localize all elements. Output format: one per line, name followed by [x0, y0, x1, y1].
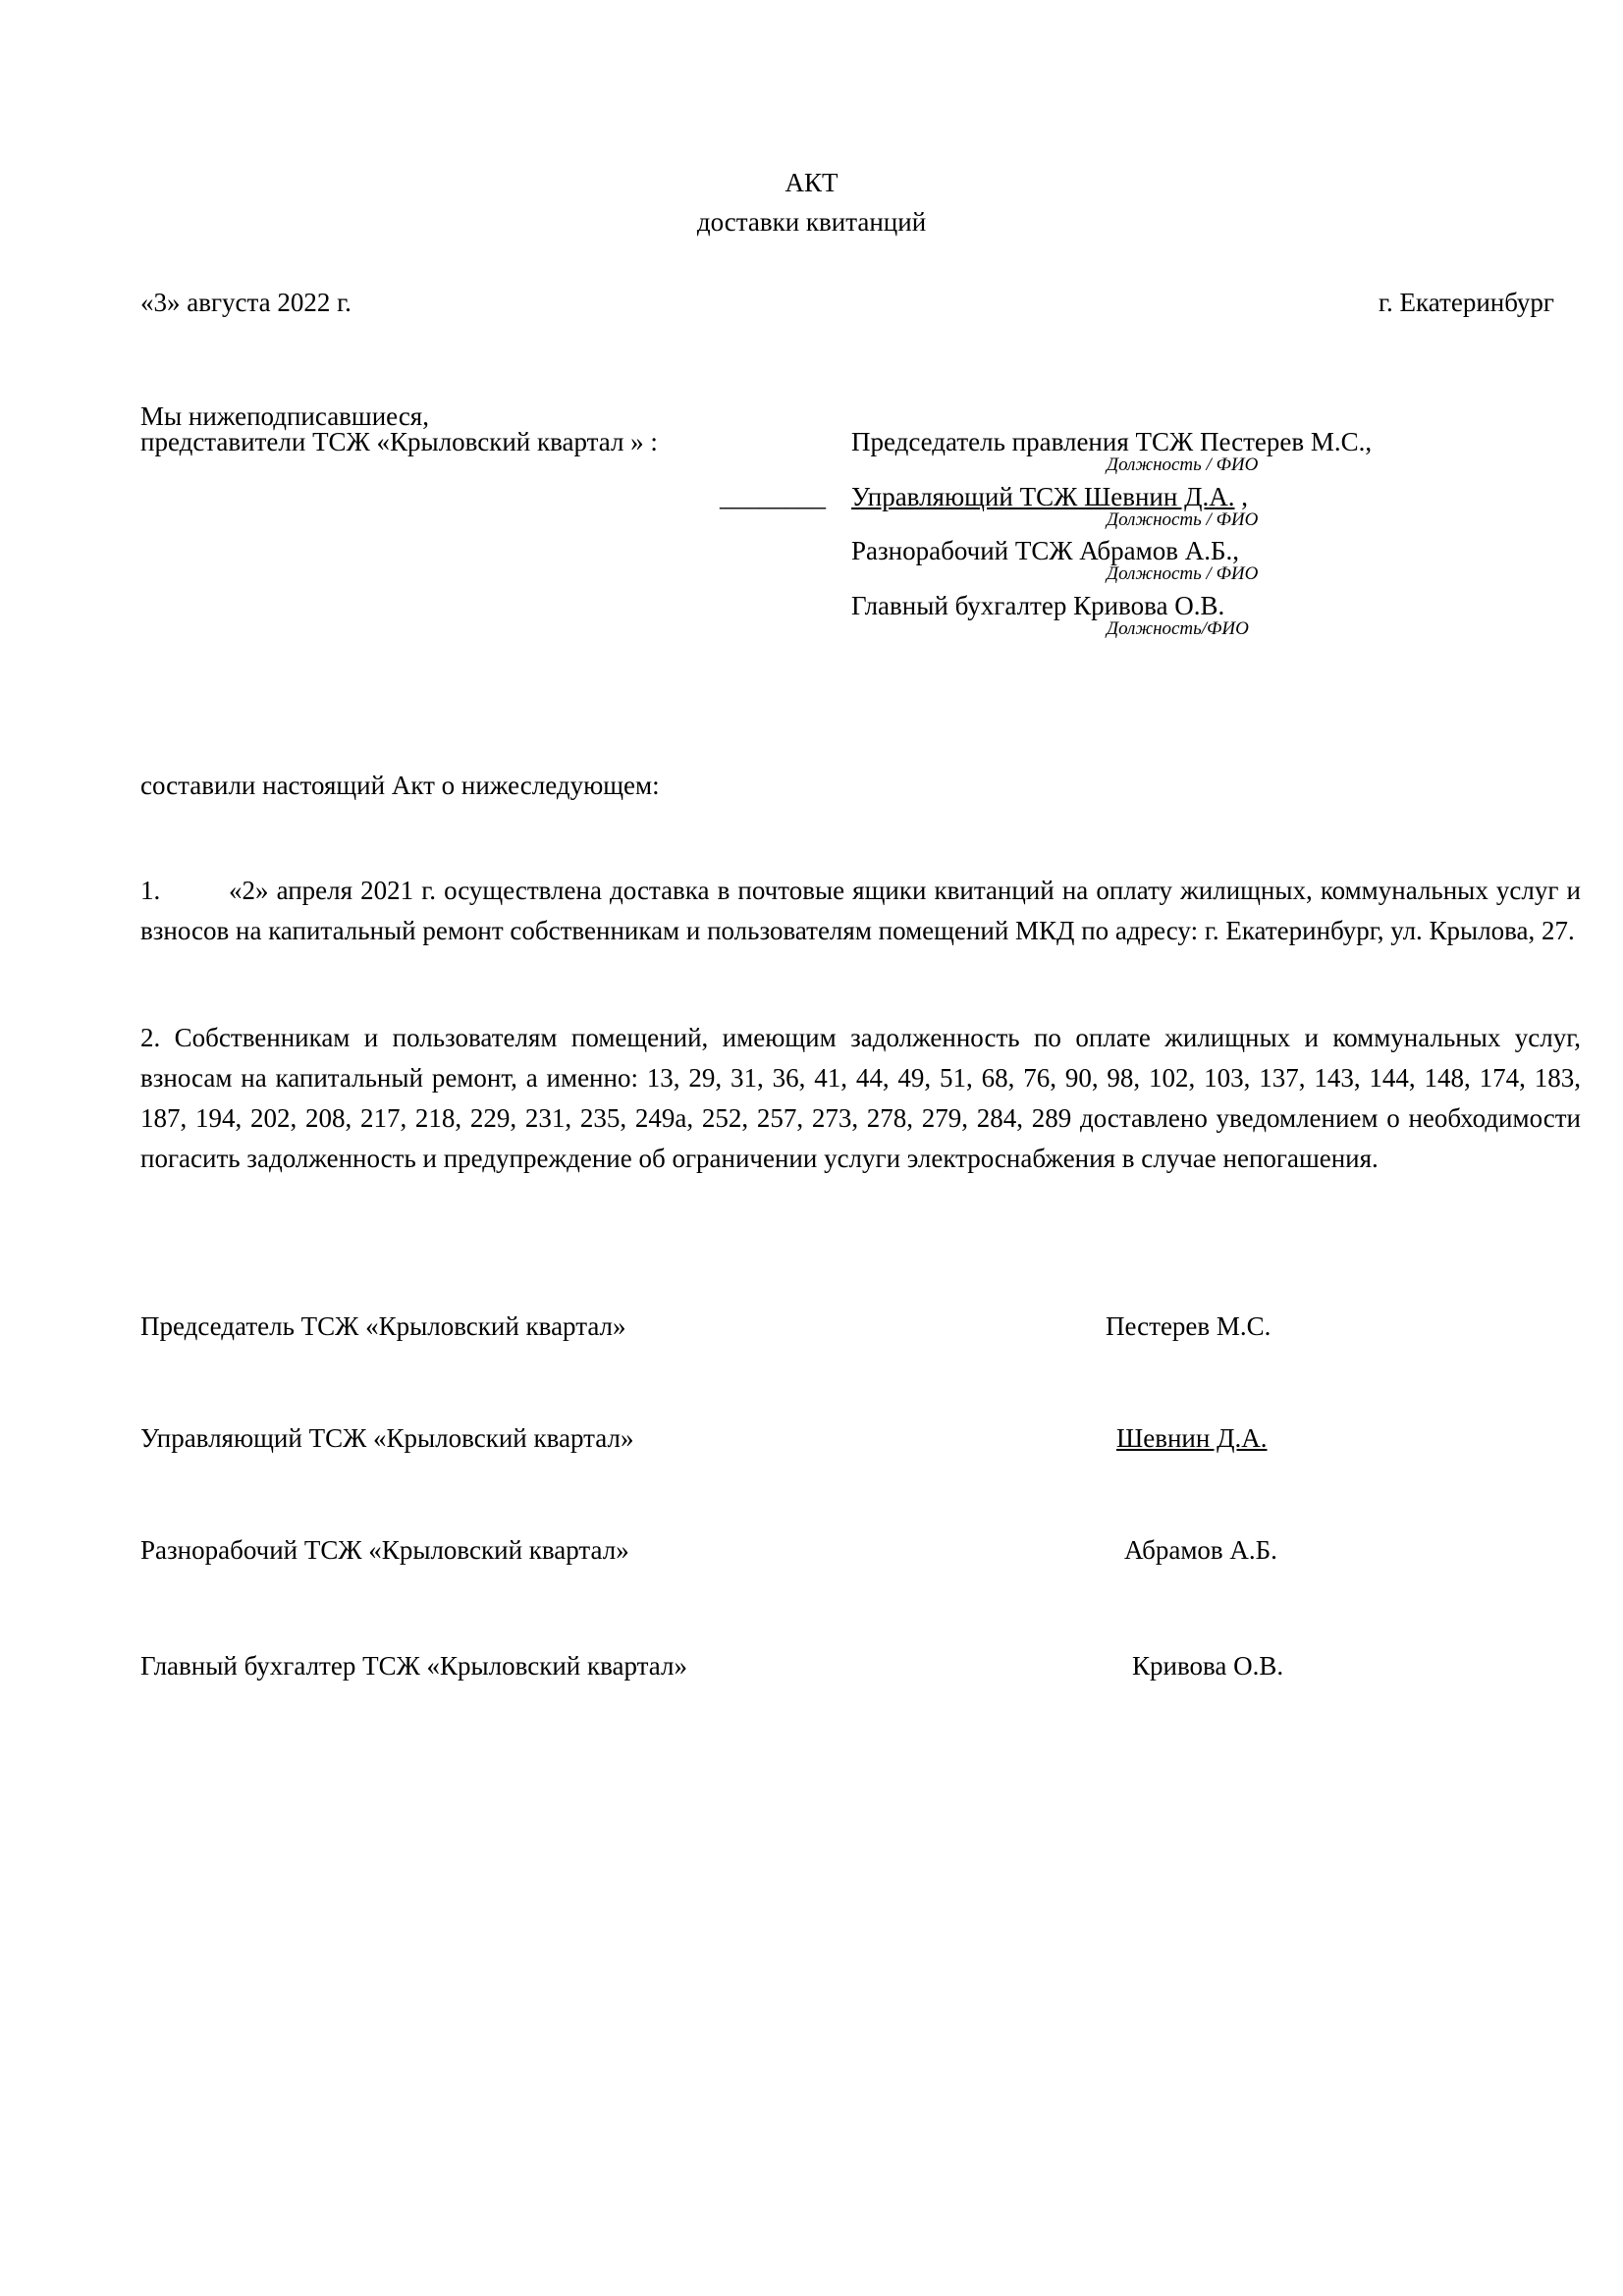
representative-3-caption: Должность / ФИО	[1107, 563, 1259, 584]
representative-2-suffix: ,	[1234, 482, 1248, 511]
signature-role-2: Управляющий ТСЖ «Крыловский квартал»	[140, 1423, 634, 1453]
clause-2	[140, 1018, 1581, 1179]
doc-date: «3» августа 2022 г.	[140, 288, 352, 317]
representative-1-name: Председатель правления ТСЖ Пестерев М.С.,	[851, 427, 1373, 456]
clause-2-text: 2. Собственникам и пользователям помещений, имеющим задолженность по оплате жилищных и коммунальных услуг, взносам на капитальный ремонт, а именно: 13, 29, 31, 36, 41, 44, 49, 51, 68, 76, 90, 98, 102, 103, 137, 143, 144, 148, 174, 183, 187, 194, 202, 208, 217, 218, 229, 231, 235, 249а, 252, 257, 273, 278, 279, 284, 289 доставлено уведомлением о необходимости погасить задолженность и предупреждение об ограничении услуги электроснабжения в случае непогашения.	[140, 1023, 1581, 1173]
clause-1-number: 1.	[140, 876, 161, 905]
representative-3-name: Разнорабочий ТСЖ Абрамов А.Б.,	[851, 536, 1239, 565]
doc-title: АКТ	[784, 168, 839, 197]
doc-subtitle: доставки квитанций	[696, 207, 927, 237]
signature-role-3: Разнорабочий ТСЖ «Крыловский квартал»	[140, 1535, 629, 1565]
representative-4-name: Главный бухгалтер Кривова О.В.	[851, 591, 1225, 620]
signature-role-4: Главный бухгалтер ТСЖ «Крыловский квартал»	[140, 1651, 687, 1681]
intro-line-1: Мы нижеподписавшиеся,	[140, 401, 429, 431]
representative-2-row	[851, 481, 1248, 512]
signature-name-3: Абрамов А.Б.	[1124, 1535, 1277, 1565]
signature-name-2: Шевнин Д.А.	[1116, 1423, 1268, 1453]
signature-name-4: Кривова О.В.	[1132, 1651, 1284, 1681]
representative-2-caption: Должность / ФИО	[1107, 509, 1259, 530]
compiled-text: составили настоящий Акт о нижеследующем:	[140, 771, 660, 800]
representative-2-name: Управляющий ТСЖ Шевнин Д.А.	[851, 482, 1235, 511]
clause-1	[140, 871, 1581, 951]
signature-blank-line: ________	[720, 482, 826, 511]
clause-1-text: «2» апреля 2021 г. осуществлена доставка в почтовые ящики квитанций на оплату жилищных, коммунальных услуг и взносов на капитальный ремонт собственникам и пользователям помещений МКД по адресу: г. Екатеринбург, ул. Крылова, 27.	[140, 876, 1581, 945]
signature-role-1: Председатель ТСЖ «Крыловский квартал»	[140, 1311, 626, 1341]
signature-name-1: Пестерев М.С.	[1106, 1311, 1271, 1341]
intro-line-2: представители ТСЖ «Крыловский квартал » :	[140, 427, 658, 456]
doc-city: г. Екатеринбург	[1379, 288, 1554, 317]
representative-1-caption: Должность / ФИО	[1107, 454, 1259, 475]
representative-4-caption: Должность/ФИО	[1107, 618, 1249, 639]
